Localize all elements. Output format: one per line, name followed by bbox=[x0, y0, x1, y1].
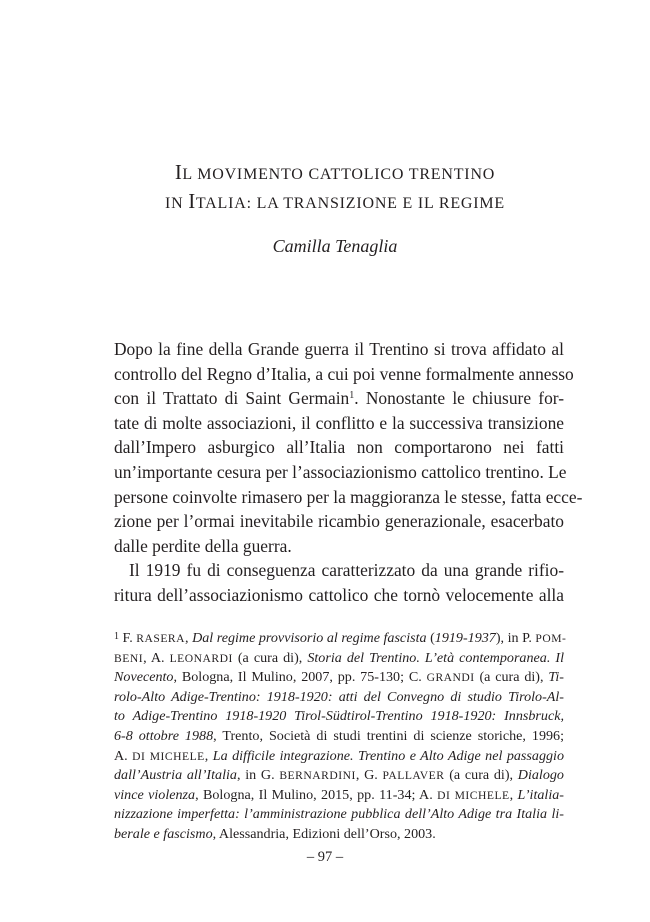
work-title: La difficile integrazione. Trentino e Alto Adige nel passaggio bbox=[212, 747, 565, 764]
footnote-line bbox=[114, 649, 564, 669]
body-line: tate di molte associazioni, il conflitto e la successiva transizione bbox=[114, 412, 564, 433]
footnote-text: (a cura di), bbox=[232, 649, 308, 666]
author-name: Camilla Tenaglia bbox=[272, 236, 398, 256]
footnote-line bbox=[114, 805, 564, 825]
footnotes bbox=[114, 629, 567, 845]
work-title: berale e fascismo bbox=[114, 825, 213, 842]
work-title: Novecento bbox=[114, 669, 174, 686]
author-surname: BERNARDINI bbox=[279, 769, 356, 783]
body-text bbox=[114, 337, 583, 608]
body-line bbox=[114, 386, 564, 411]
footnote-line bbox=[114, 688, 564, 708]
title-smallcaps: TALIA: LA TRANSIZIONE E IL REGIME bbox=[195, 195, 505, 212]
footnote-reference[interactable]: 1 bbox=[349, 390, 355, 402]
footnote-text: , A. bbox=[143, 649, 170, 666]
body-line: persone coinvolte rimasero per la maggioranza le stesse, fatta ecce- bbox=[114, 486, 583, 507]
author-surname: DI MICHELE bbox=[437, 788, 510, 802]
footnote-line bbox=[114, 825, 564, 845]
footnote-text: , Alessandria, Edizioni dell’Orso, 2003. bbox=[212, 825, 436, 842]
work-title: dall’Austria all’Italia bbox=[114, 767, 237, 784]
author-surname: RASERA bbox=[136, 632, 186, 645]
author-surname: DI MICHELE bbox=[132, 749, 205, 763]
footnote-marker: 1 bbox=[114, 631, 119, 642]
body-text-fragment: . Nonostante le chiusure for- bbox=[354, 388, 565, 409]
footnote-text: A. bbox=[114, 747, 133, 764]
author-surname: PALLAVER bbox=[382, 769, 445, 783]
body-line: ritura dell’associazionismo cattolico che tornò velocemente alla bbox=[114, 584, 564, 605]
body-line: zione per l’ormai inevitabile ricambio generazionale, esacerbato bbox=[114, 511, 564, 532]
footnote-line bbox=[114, 747, 564, 767]
body-line: dalle perdite della guerra. bbox=[114, 535, 292, 556]
chapter-title-line-1 bbox=[60, 160, 610, 185]
body-line: controllo del Regno d’Italia, a cui poi venne formalmente annesso bbox=[114, 363, 574, 384]
footnote-line bbox=[114, 668, 564, 688]
footnote-text: ), in P. bbox=[495, 630, 536, 646]
work-title: L’italia- bbox=[517, 786, 564, 803]
title-initial: I bbox=[174, 160, 183, 184]
author-surname: BENI bbox=[114, 651, 144, 665]
work-title: Dal regime provvisorio al regime fascista bbox=[192, 630, 427, 646]
title-initial: I bbox=[188, 189, 196, 213]
work-title: to Adige-Trentino 1918-1920 Tirol-Südtirol-Trentino 1918-1920: Innsbruck, bbox=[114, 708, 564, 725]
author-surname: GRANDI bbox=[426, 671, 475, 685]
work-title: vince violenza bbox=[114, 786, 196, 803]
work-title: 1919-1937 bbox=[434, 630, 496, 646]
footnote-line bbox=[114, 786, 564, 806]
work-title: nizzazione imperfetta: l’amministrazione pubblica dell’Alto Adige tra Italia li- bbox=[114, 806, 564, 823]
footnote-line bbox=[114, 707, 564, 727]
work-title: Dialogo bbox=[517, 767, 564, 784]
body-line: dall’Impero asburgico all’Italia non comportarono nei fatti bbox=[114, 437, 564, 458]
footnote-text: F. bbox=[119, 630, 137, 646]
body-line: Il 1919 fu di conseguenza caratterizzato da una grande rifio- bbox=[129, 560, 564, 581]
author-surname: LEONARDI bbox=[169, 651, 233, 665]
footnote-text: , Bologna, Il Mulino, 2015, pp. 11-34; A. bbox=[195, 786, 438, 803]
work-title: rolo-Alto Adige-Trentino: 1918-1920: atti del Convegno di studio Tirolo-Al- bbox=[114, 688, 564, 705]
footnote-line bbox=[114, 766, 564, 786]
footnote-line bbox=[114, 629, 567, 649]
page-number: – 97 – bbox=[306, 849, 344, 865]
footnote-text: , bbox=[185, 630, 193, 646]
footnote-text: ( bbox=[426, 630, 435, 646]
footnote-text: (a cura di), bbox=[474, 669, 549, 686]
title-smallcaps: IN bbox=[165, 195, 189, 212]
body-text-fragment: con il Trattato di Saint Germain bbox=[114, 388, 350, 409]
body-line: un’importante cesura per l’associazionismo cattolico trentino. Le bbox=[114, 461, 567, 482]
footnote-text: , G. bbox=[355, 767, 383, 784]
work-title: Storia del Trentino. L’età contemporanea. Il bbox=[307, 649, 564, 666]
title-smallcaps: L MOVIMENTO CATTOLICO TRENTINO bbox=[182, 166, 496, 183]
footnote-line bbox=[114, 727, 564, 747]
body-line: Dopo la fine della Grande guerra il Trentino si trova affidato al bbox=[114, 339, 564, 359]
footnote-text: , bbox=[509, 786, 518, 803]
footnote-text: , in G. bbox=[236, 767, 280, 784]
footnote-text: , Bologna, Il Mulino, 2007, pp. 75-130; C. bbox=[173, 669, 427, 686]
work-title: 6-8 ottobre 1988 bbox=[114, 727, 214, 744]
footnote-text: , Trento, Società di studi trentini di scienze storiche, 1996; bbox=[213, 727, 564, 744]
author-surname: POM- bbox=[535, 632, 567, 645]
chapter-title-line-2 bbox=[60, 189, 610, 214]
footnote-text: (a cura di), bbox=[444, 767, 518, 784]
work-title: Ti- bbox=[548, 669, 564, 686]
footnote-text: , bbox=[204, 747, 213, 764]
